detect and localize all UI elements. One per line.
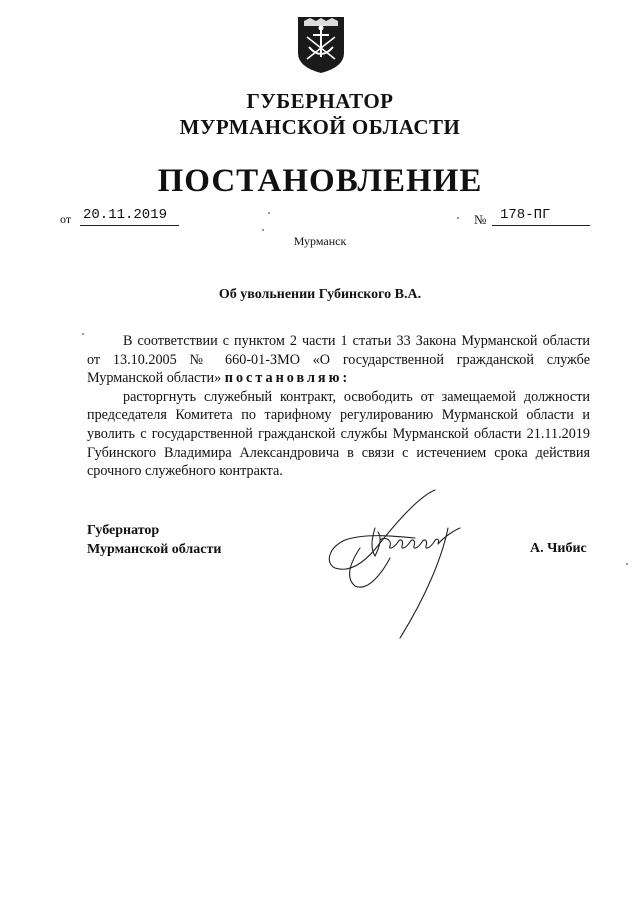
issuer-title-line-2: МУРМАНСКОЙ ОБЛАСТИ xyxy=(179,115,461,139)
handwritten-signature xyxy=(320,488,490,648)
city-label: Мурманск xyxy=(293,234,347,248)
document-type-title: ПОСТАНОВЛЕНИЕ xyxy=(157,163,483,199)
body-paragraph-2: расторгнуть служебный контракт, освободить от замещаемой должности председателя Комитета по тарифному регулированию Мурманской области и уволить с государственной гражданской службы Мурманской области 21.11.2019 Губинского Владимира Александровича в связи с истечением срока действия срочного служебного контракта. xyxy=(87,388,590,480)
document-number: 178-ПГ xyxy=(492,207,590,226)
scan-speck xyxy=(268,212,270,214)
signer-title-line-2: Мурманской области xyxy=(87,541,222,557)
scan-speck xyxy=(82,333,84,335)
issuer-title-line-1: ГУБЕРНАТОР xyxy=(246,89,394,113)
scan-speck xyxy=(262,229,264,231)
body-paragraph-1-text: В соответствии с пунктом 2 части 1 статьи 33 Закона Мурманской области от 13.10.2005 № 660-01-ЗМО «О государственной гражданской службе Мурманской области» xyxy=(87,333,590,387)
date-prefix: от xyxy=(60,212,72,226)
document-date: 20.11.2019 xyxy=(80,207,179,226)
decree-word: постановляю: xyxy=(224,370,351,387)
number-prefix: № xyxy=(474,212,487,227)
scan-speck xyxy=(457,217,459,219)
document-body xyxy=(87,332,590,481)
signer-name: А. Чибис xyxy=(530,541,587,556)
signer-title-line-1: Губернатор xyxy=(87,523,160,538)
signer-title xyxy=(87,522,221,559)
document-subject: Об увольнении Губинского В.А. xyxy=(218,287,422,302)
coat-of-arms-icon xyxy=(296,15,346,75)
body-paragraph-1 xyxy=(87,332,590,388)
scan-speck xyxy=(626,563,628,565)
